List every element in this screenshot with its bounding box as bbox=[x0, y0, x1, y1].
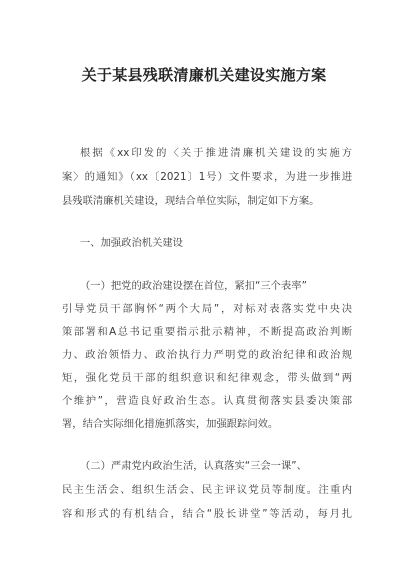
para1-line-3: 策部署和A总书记重要指示批示精神，不断提高政治判断 bbox=[62, 326, 352, 338]
para2-line-3: 容和形式的有机结合，结合“股长讲堂”等活动，每月扎 bbox=[62, 508, 352, 520]
para1-line-7: 署，结合实际细化措施抓落实，加强跟踪问效。 bbox=[62, 418, 279, 430]
para1-line-6: 个维护”，营造良好政治生态。认真贯彻落实县委决策部 bbox=[62, 395, 352, 407]
para1-line-1: （一）把党的政治建设摆在首位，紧扣“三个表率” bbox=[80, 280, 307, 292]
para1-line-2: 引导党员干部胸怀“两个大局”，对标对表落实党中央决 bbox=[62, 303, 352, 315]
para2-line-1: （二）严肃党内政治生活，认真落实“三会一课”、 bbox=[80, 460, 307, 472]
section-heading-1: 一、加强政治机关建设 bbox=[80, 237, 183, 249]
para2-line-2: 民主生活会、组织生活会、民主评议党员等制度。注重内 bbox=[62, 484, 352, 496]
intro-line-2: 案〉的通知》（xx〔2021〕1号）文件要求，为进一步推进 bbox=[62, 171, 352, 183]
intro-line-3: 县残联清廉机关建设，现结合单位实际，制定如下方案。 bbox=[62, 195, 320, 207]
para1-line-5: 矩，强化党员干部的组织意识和纪律观念，带头做到“两 bbox=[62, 372, 352, 384]
para1-line-4: 力、政治领悟力、政治执行力严明党的政治纪律和政治规 bbox=[62, 349, 352, 361]
intro-line-1: 根据《xx印发的〈关于推进清廉机关建设的实施方 bbox=[80, 147, 352, 159]
document-title: 关于某县残联清廉机关建设实施方案 bbox=[81, 66, 327, 84]
